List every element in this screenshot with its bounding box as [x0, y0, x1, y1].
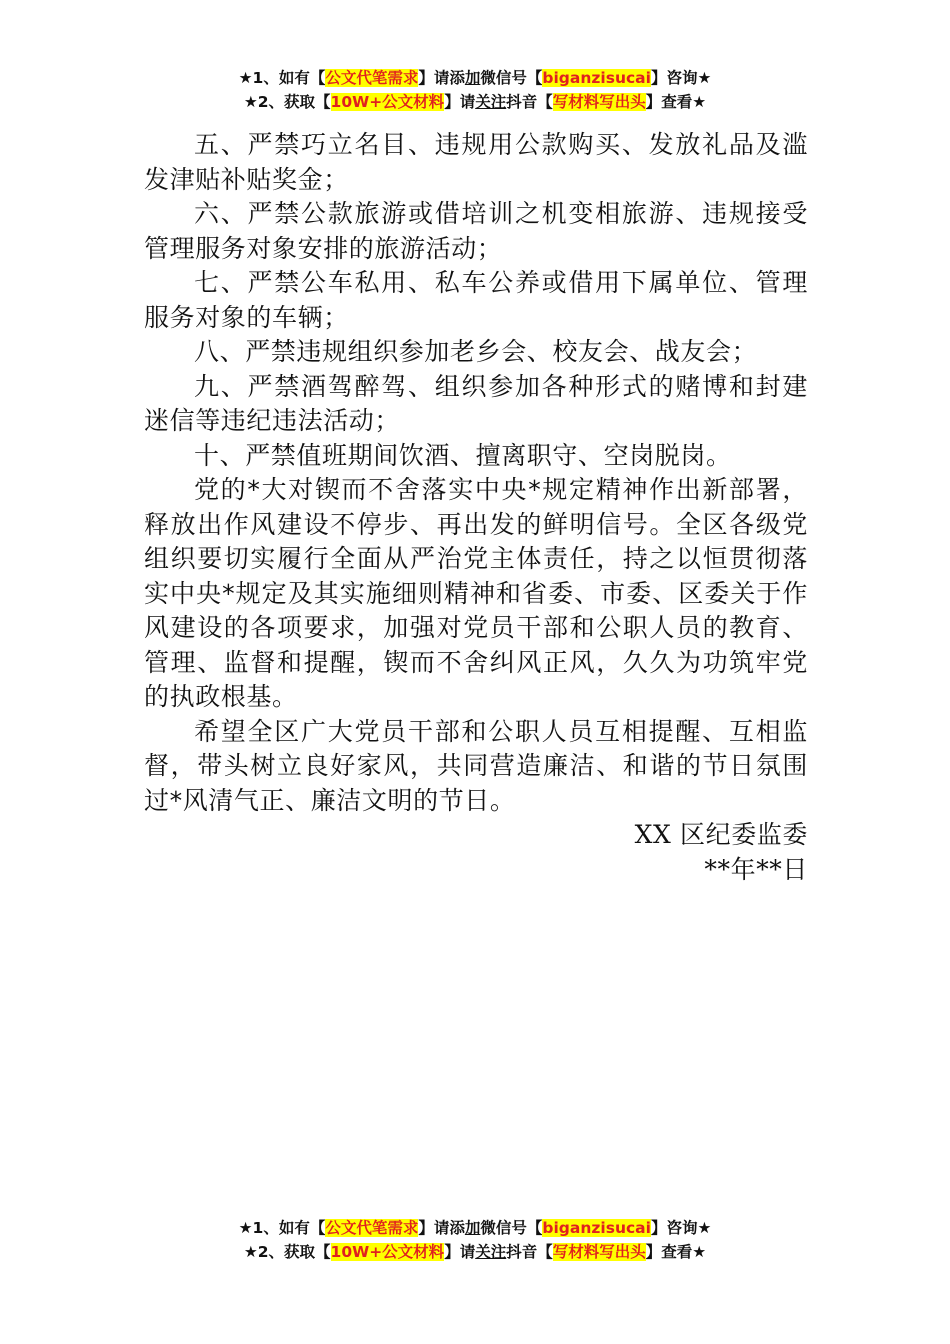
banner-text: 】请: [444, 1243, 476, 1261]
banner-highlight: 10W+公文材料: [330, 1243, 445, 1261]
banner-text: 】查看★: [645, 93, 707, 111]
banner-text: 】请添: [418, 1219, 465, 1237]
banner-highlight: biganzisucai: [542, 69, 651, 87]
banner-highlight: 公文代笔需求: [325, 69, 419, 87]
banner-line-2: [0, 90, 950, 114]
banner-text: 微信号【: [480, 1219, 543, 1237]
banner-text: 】查看★: [645, 1243, 707, 1261]
paragraph: 六、严禁公款旅游或借培训之机变相旅游、违规接受管理服务对象安排的旅游活动；: [144, 199, 808, 263]
banner-highlight: 写材料写出头: [552, 1243, 646, 1261]
paragraph: 七、严禁公车私用、私车公养或借用下属单位、管理服务对象的车辆；: [144, 268, 808, 332]
banner-underlined-text: 加: [464, 1219, 481, 1237]
paragraph: 党的*大对锲而不舍落实中央*规定精神作出新部署，释放出作风建设不停步、再出发的鲜明信号。全区各级党组织要切实履行全面从严治党主体责任，持之以恒贯彻落实中央*规定及其实施细则精神和省委、市委、区委关于作风建设的各项要求，加强对党员干部和公职人员的教育、管理、监督和提醒，锲而不舍纠风正风，久久为功筑牢党的执政根基。: [144, 475, 808, 711]
banner-highlight: 写材料写出头: [552, 93, 646, 111]
banner-text: 】请: [444, 93, 476, 111]
banner-text: 】咨询★: [650, 1219, 712, 1237]
paragraph: 九、严禁酒驾醉驾、组织参加各种形式的赌博和封建迷信等违纪违法活动；: [144, 371, 808, 435]
banner-text: 微信号【: [480, 69, 543, 87]
top-banner: [0, 66, 950, 114]
paragraph: 十、严禁值班期间饮酒、擅离职守、空岗脱岗。: [194, 440, 732, 470]
banner-line-2: [0, 1240, 950, 1264]
banner-text: 抖音【: [506, 1243, 553, 1261]
banner-text: 】请添: [418, 69, 465, 87]
paragraph: 八、严禁违规组织参加老乡会、校友会、战友会；: [194, 337, 758, 366]
document-body: [144, 128, 808, 887]
banner-text: ★1、如有【: [238, 1219, 326, 1237]
banner-text: ★2、获取【: [243, 93, 331, 111]
banner-underlined-text: 加: [464, 69, 481, 87]
banner-highlight: 10W+公文材料: [330, 93, 445, 111]
banner-text: 抖音【: [506, 93, 553, 111]
banner-highlight: 公文代笔需求: [325, 1219, 419, 1237]
bottom-banner: [0, 1216, 950, 1264]
banner-line-1: [0, 1216, 950, 1240]
banner-line-1: [0, 66, 950, 90]
signature-date: **年**日: [704, 854, 808, 884]
banner-text: ★1、如有【: [238, 69, 326, 87]
paragraph: 五、严禁巧立名目、违规用公款购买、发放礼品及滥发津贴补贴奖金；: [144, 130, 808, 194]
banner-highlight: biganzisucai: [542, 1219, 651, 1237]
banner-text: ★2、获取【: [243, 1243, 331, 1261]
paragraph: 希望全区广大党员干部和公职人员互相提醒、互相监督，带头树立良好家风，共同营造廉洁、和谐的节日氛围过*风清气正、廉洁文明的节日。: [144, 716, 808, 815]
signature-org: XX 区纪委监委: [634, 820, 808, 849]
banner-text: 】咨询★: [650, 69, 712, 87]
banner-underlined-text: 关注: [475, 1243, 507, 1261]
banner-underlined-text: 关注: [475, 93, 507, 111]
